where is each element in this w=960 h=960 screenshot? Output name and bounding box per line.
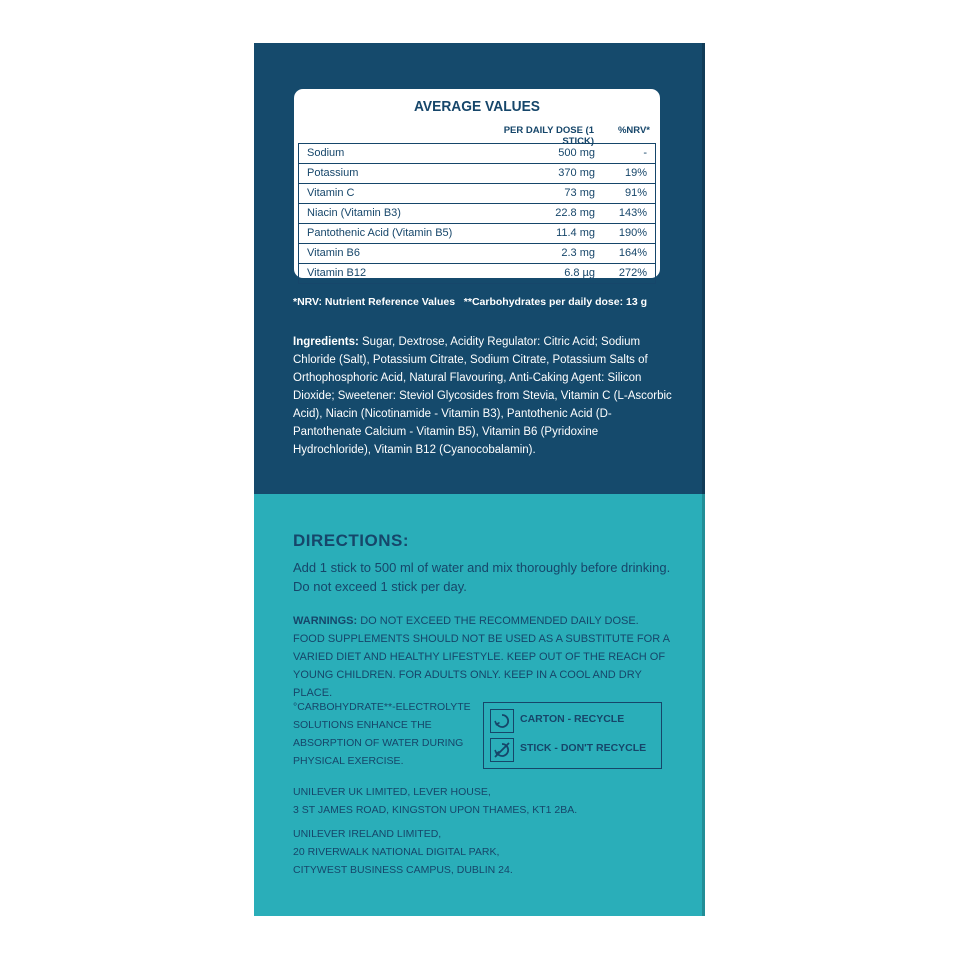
nutrient-name: Vitamin C (307, 187, 355, 199)
address-uk (293, 783, 673, 819)
table-row (298, 263, 656, 284)
nutrient-nrv: 19% (624, 167, 647, 179)
table-row (298, 223, 656, 243)
nrv-footnote: *NRV: Nutrient Reference Values **Carbohydrates per daily dose: 13 g (293, 296, 648, 308)
carton-edge-shadow (702, 43, 705, 916)
nutrient-dose: 500 mg (558, 147, 595, 159)
nutrient-dose: 22.8 mg (555, 207, 595, 219)
nutrient-name: Niacin (Vitamin B3) (307, 207, 401, 219)
directions-text: Add 1 stick to 500 ml of water and mix thoroughly before drinking. Do not exceed 1 stick per day. (293, 560, 671, 594)
nutrient-nrv: 143% (618, 207, 647, 219)
ingredients-label: Ingredients: (293, 336, 359, 348)
nutrient-dose: 370 mg (558, 167, 595, 179)
address-uk-line2: 3 ST JAMES ROAD, KINGSTON UPON THAMES, KT1 2BA. (293, 804, 578, 816)
table-row (298, 143, 656, 163)
table-row (298, 163, 656, 183)
nutrient-nrv: 190% (618, 227, 647, 239)
nutrient-nrv: - (643, 147, 647, 159)
address-ireland (293, 825, 673, 879)
ingredients-list (293, 333, 673, 459)
nutrient-nrv: 164% (618, 247, 647, 259)
ingredients-text: Sugar, Dextrose, Acidity Regulator: Citric Acid; Sodium Chloride (Salt), Potassium Citrate, Sodium Citrate, Potassium Salts of Orthophosphoric Acid, Natural Flavouring, Anti-Caking Agent: Silicon Dioxide; Sweetener: Steviol Glycosides from Stevia, Vitamin C (L-Ascorbic Acid), Niacin (Nicotinamide - Vitamin B3), Pantothenic Acid (D-Pantothenate Calcium - Vitamin B5), Vitamin B6 (Pyridoxine Hydrochloride), Vitamin B12 (Cyanocobalamin). (293, 336, 672, 456)
column-header-nrv: %NRV* (617, 125, 650, 136)
warnings-label: WARNINGS: (293, 615, 358, 627)
nutrient-name: Sodium (307, 147, 345, 159)
nutrient-name: Pantothenic Acid (Vitamin B5) (307, 227, 453, 239)
carbohydrate-claim: °CARBOHYDRATE**-ELECTROLYTE SOLUTIONS ENHANCE THE ABSORPTION OF WATER DURING PHYSICAL EXERCISE. (293, 701, 471, 767)
nutrition-panel (254, 43, 705, 494)
table-row (298, 243, 656, 263)
warnings-text (293, 612, 673, 702)
nutrient-nrv: 91% (624, 187, 647, 199)
table-title: AVERAGE VALUES (413, 98, 541, 115)
nutrient-name: Vitamin B6 (307, 247, 360, 259)
carton-recycle-label: CARTON - RECYCLE (520, 713, 625, 725)
nutrient-name: Vitamin B12 (307, 267, 367, 279)
directions-heading: DIRECTIONS: (293, 531, 409, 550)
nutrient-dose: 2.3 mg (561, 247, 595, 259)
nutrient-dose: 73 mg (564, 187, 595, 199)
address-ie-line2: 20 RIVERWALK NATIONAL DIGITAL PARK, (293, 846, 500, 858)
address-uk-line1: UNILEVER UK LIMITED, LEVER HOUSE, (293, 786, 491, 798)
nutrient-dose: 11.4 mg (556, 227, 595, 239)
table-row (298, 183, 656, 203)
nutrient-nrv: 272% (618, 267, 647, 279)
nutrient-dose: 6.8 µg (564, 267, 595, 279)
column-header-dose: PER DAILY DOSE (1 STICK) (503, 125, 594, 147)
nutrition-table (294, 89, 660, 278)
warnings-body: DO NOT EXCEED THE RECOMMENDED DAILY DOSE. FOOD SUPPLEMENTS SHOULD NOT BE USED AS A SUBSTITUTE FOR A VARIED DIET AND HEALTHY LIFESTYLE. KEEP OUT OF THE REACH OF YOUNG CHILDREN. FOR ADULTS ONLY. KEEP IN A COOL AND DRY PLACE. (293, 615, 670, 699)
table-row (298, 203, 656, 223)
nutrition-rows (298, 143, 656, 284)
address-ie-line3: CITYWEST BUSINESS CAMPUS, DUBLIN 24. (293, 864, 513, 876)
recycling-box (483, 702, 662, 769)
address-ie-line1: UNILEVER IRELAND LIMITED, (293, 828, 442, 840)
stick-no-recycle-label: STICK - DON'T RECYCLE (520, 742, 647, 754)
product-carton (254, 43, 705, 916)
no-recycle-icon (490, 738, 514, 762)
recycle-icon (490, 709, 514, 733)
nutrient-name: Potassium (307, 167, 359, 179)
